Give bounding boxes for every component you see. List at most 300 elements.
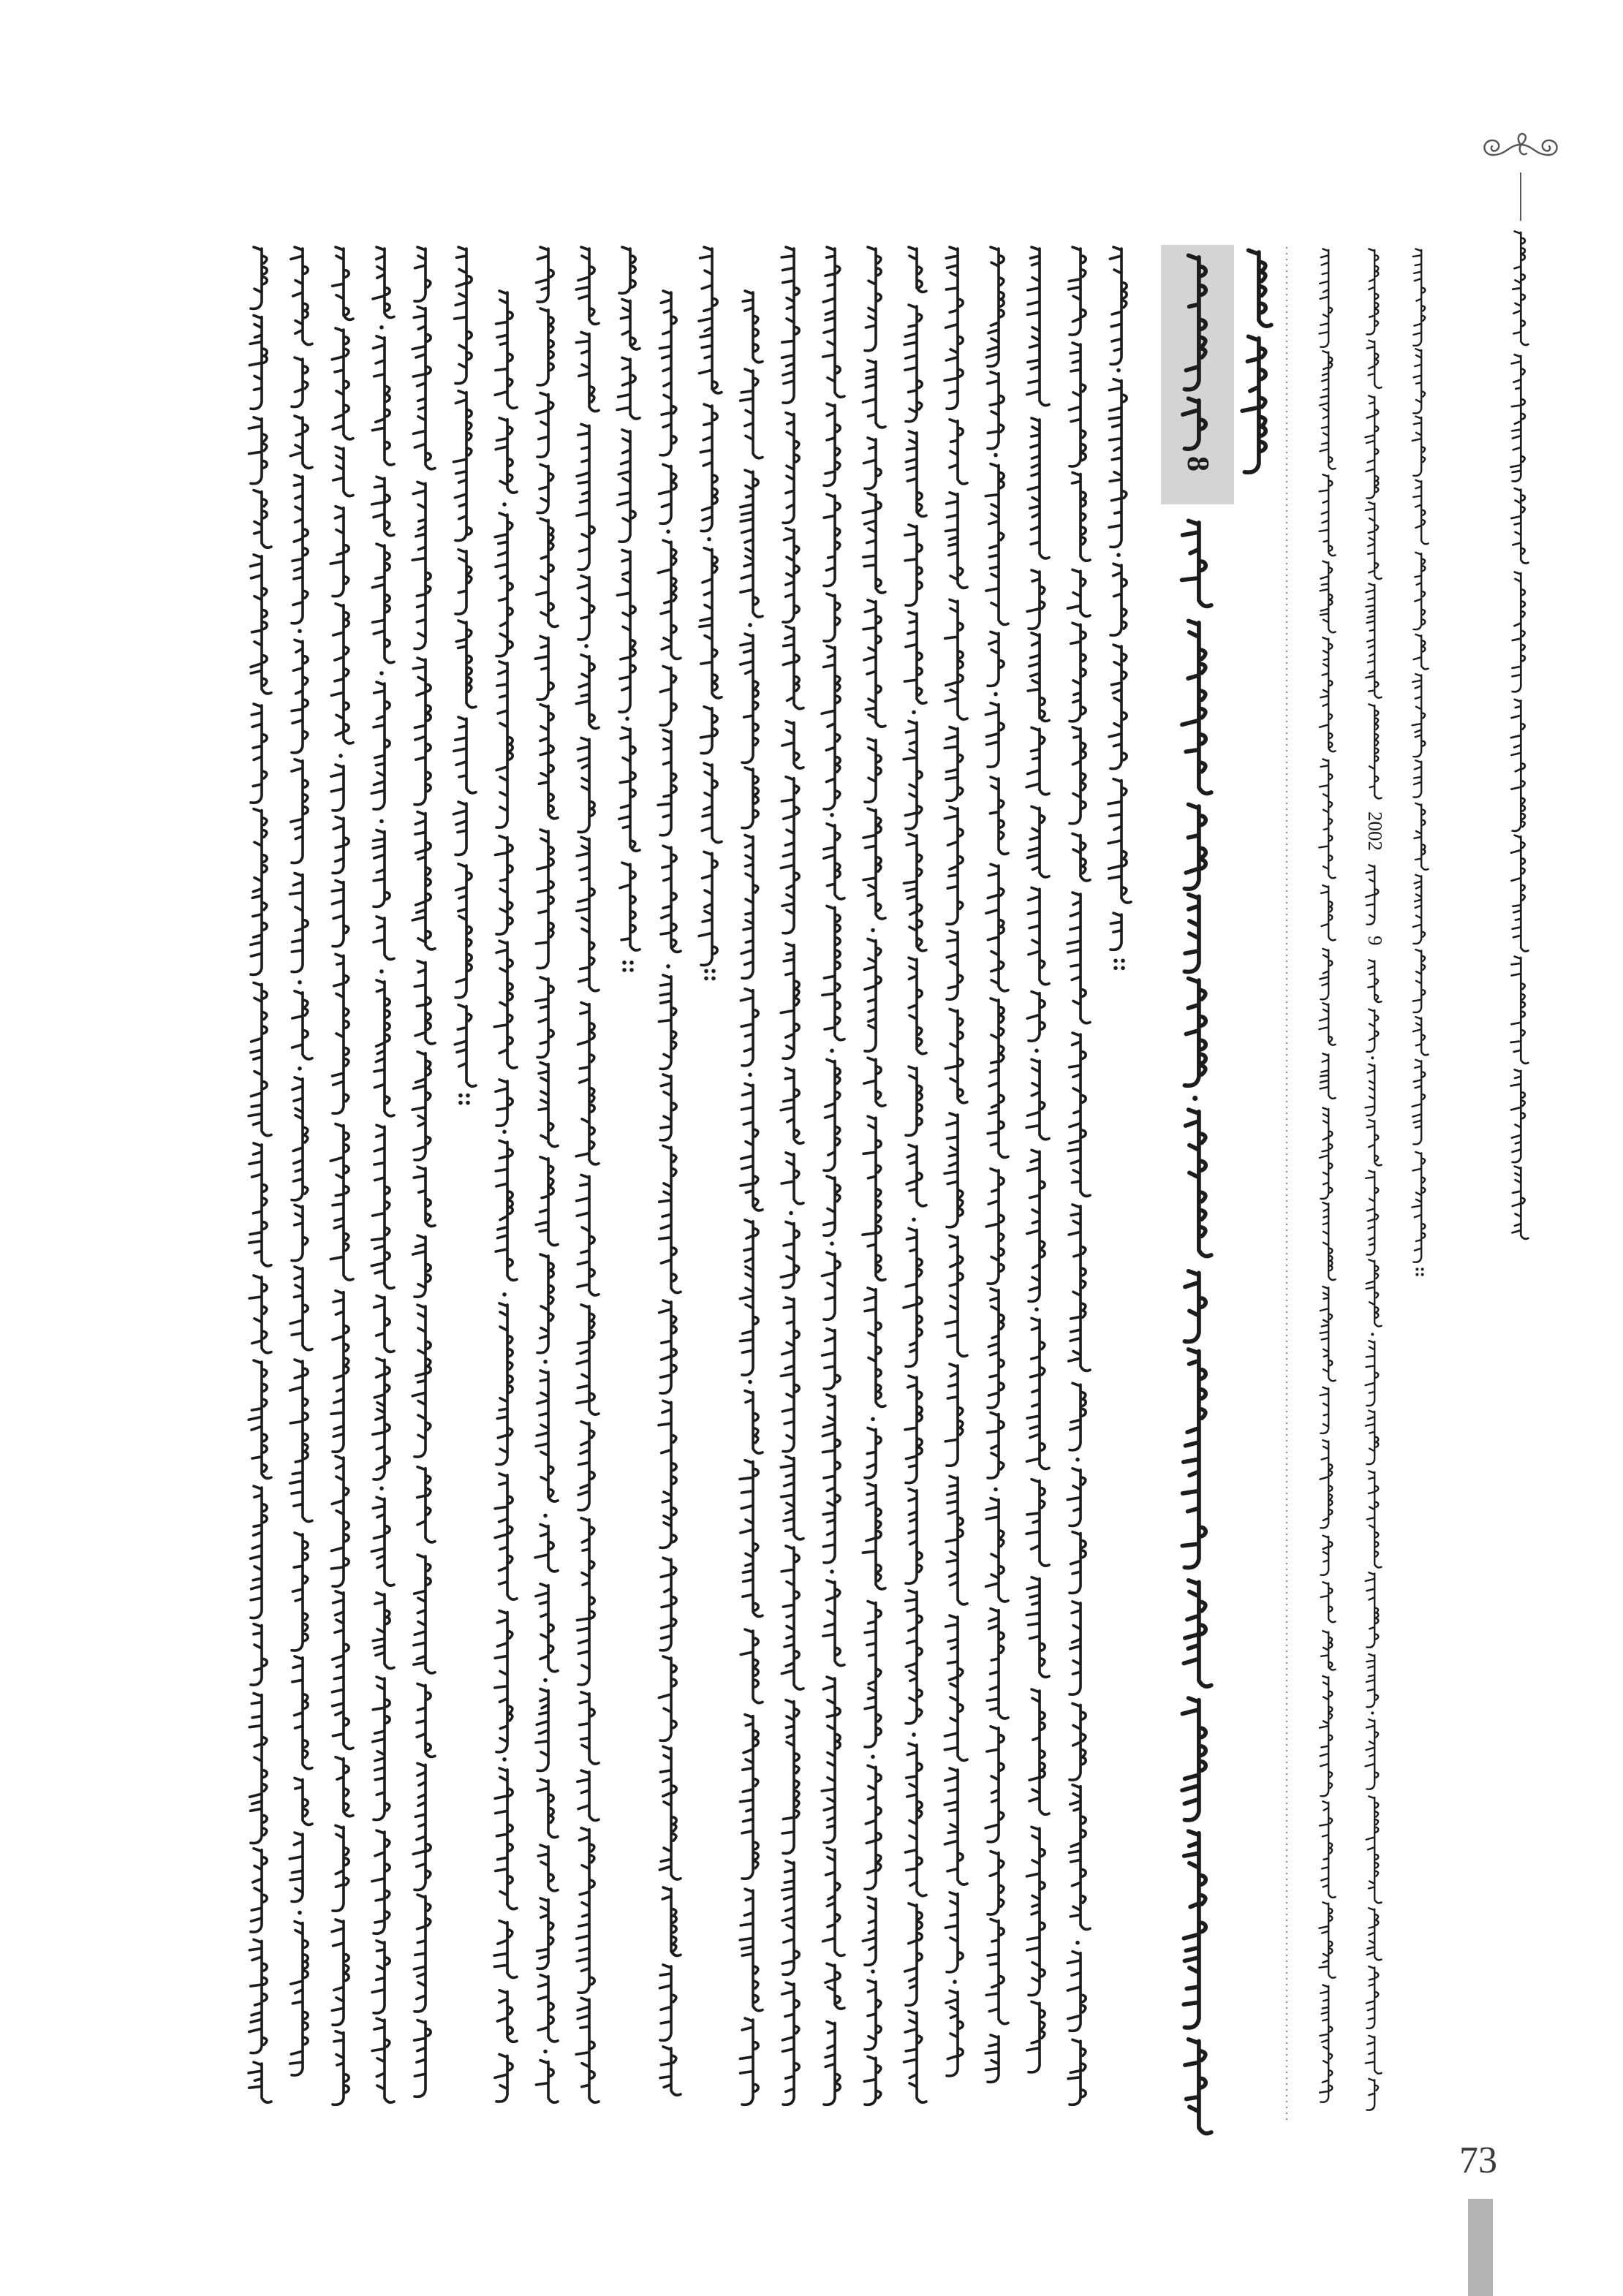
comma-mark	[1371, 1056, 1374, 1059]
script-word	[823, 247, 844, 397]
script-word	[823, 1848, 845, 1955]
script-word	[1366, 1572, 1379, 1648]
script-word	[906, 1591, 922, 1724]
script-word	[1321, 885, 1336, 940]
script-word	[250, 1486, 267, 1618]
script-word	[1323, 1202, 1335, 1280]
script-word	[985, 1727, 1004, 1842]
script-word	[417, 1467, 435, 1542]
script-word	[1070, 1602, 1081, 1694]
full-stop-mark	[711, 977, 716, 981]
script-word	[495, 513, 512, 656]
script-word	[988, 632, 1004, 686]
script-word	[863, 1116, 885, 1280]
script-word	[249, 1939, 267, 2053]
script-word	[249, 417, 267, 484]
comma-mark	[1034, 1308, 1039, 1312]
script-word	[374, 980, 394, 1116]
script-word	[291, 247, 312, 345]
script-word	[618, 430, 636, 542]
script-word	[251, 555, 272, 694]
script-word	[824, 824, 844, 899]
script-word	[1027, 1827, 1045, 1995]
note-year: 2002	[1364, 811, 1386, 851]
full-stop-mark	[466, 1101, 470, 1105]
script-word	[1184, 805, 1206, 890]
script-word	[1067, 1952, 1086, 2031]
comma-mark	[379, 325, 384, 330]
script-word	[1511, 836, 1528, 952]
script-word	[497, 1990, 517, 2042]
script-word	[905, 525, 922, 606]
script-word	[537, 1254, 553, 1353]
script-word	[658, 730, 676, 836]
script-word	[1109, 379, 1127, 548]
script-word	[946, 1476, 967, 1604]
script-word	[782, 1861, 799, 1974]
script-word	[536, 830, 553, 969]
script-word	[249, 1143, 271, 1266]
full-stop-mark	[1421, 1268, 1424, 1270]
comma-mark	[1371, 1333, 1374, 1335]
script-word	[1366, 1171, 1378, 1255]
script-word	[659, 1145, 681, 1292]
script-word	[700, 707, 717, 754]
full-stop-mark	[622, 968, 627, 972]
body-text-column	[658, 291, 681, 2095]
script-word	[1320, 1003, 1336, 1045]
script-word	[537, 1898, 553, 1969]
script-word	[331, 765, 344, 811]
script-word	[1027, 570, 1045, 629]
script-word	[946, 1990, 963, 2076]
script-word	[741, 1715, 759, 1879]
script-word	[453, 802, 466, 855]
script-word	[1242, 336, 1266, 472]
comma-mark	[1116, 553, 1121, 557]
script-word	[990, 777, 1008, 854]
script-word	[865, 1765, 881, 1889]
script-word	[660, 1965, 676, 2040]
script-word	[945, 1113, 963, 1227]
comma-mark	[1075, 1458, 1080, 1462]
script-word	[945, 1235, 967, 1356]
script-word	[822, 646, 840, 809]
script-word	[1070, 1785, 1090, 1930]
script-word	[1027, 247, 1049, 406]
script-word	[945, 807, 963, 924]
script-word	[1367, 1471, 1382, 1567]
script-word	[782, 247, 799, 403]
script-word	[371, 1125, 394, 1288]
comma-mark	[1371, 1712, 1374, 1715]
script-word	[1027, 2001, 1045, 2072]
script-word	[1184, 895, 1199, 972]
script-word	[1026, 1059, 1049, 1139]
script-word	[536, 1157, 558, 1246]
script-word	[945, 1893, 963, 1972]
script-word	[1185, 2039, 1211, 2134]
script-word	[822, 1677, 840, 1843]
script-word	[1414, 803, 1428, 870]
script-word	[1414, 634, 1429, 670]
script-word	[782, 1153, 803, 1204]
script-word	[988, 1852, 1004, 1914]
script-word	[455, 247, 472, 384]
script-word	[659, 464, 677, 523]
script-word	[824, 403, 840, 485]
script-word	[1186, 1110, 1211, 1256]
script-word	[985, 2035, 999, 2083]
script-word	[577, 424, 594, 569]
script-word	[495, 2054, 512, 2102]
script-word	[781, 944, 799, 1058]
script-word	[781, 777, 799, 933]
script-word	[371, 1497, 394, 1585]
comma-mark	[1075, 1941, 1080, 1945]
script-word	[1029, 1689, 1049, 1814]
script-word	[494, 941, 517, 1068]
script-word	[863, 360, 886, 428]
script-word	[865, 1980, 881, 2050]
script-word	[661, 846, 681, 952]
script-word	[659, 1656, 676, 1740]
script-word	[578, 1770, 599, 1820]
full-stop-mark	[1415, 1268, 1418, 1270]
script-word	[822, 1329, 841, 1390]
script-word	[617, 357, 640, 419]
body-text-column	[904, 247, 926, 2102]
script-word	[1249, 250, 1271, 326]
script-word	[782, 1546, 803, 1689]
comma-mark	[871, 1417, 875, 1422]
script-word	[1366, 1796, 1382, 1903]
script-word	[1111, 913, 1121, 950]
body-text-column	[412, 247, 435, 2096]
script-word	[578, 576, 594, 640]
body-text-column	[945, 247, 967, 2076]
script-word	[863, 1898, 876, 1966]
script-word	[372, 1941, 390, 2013]
body-text-column	[617, 247, 640, 972]
script-word	[1511, 700, 1525, 831]
script-word	[374, 1296, 394, 1352]
body-text-column	[576, 247, 599, 2102]
script-word	[332, 881, 349, 947]
script-word	[945, 1768, 967, 1884]
comma-mark	[994, 692, 998, 697]
script-word	[904, 834, 927, 951]
script-word	[742, 768, 758, 828]
script-word	[576, 655, 599, 729]
script-word	[863, 438, 881, 489]
script-word	[824, 594, 840, 641]
script-word	[577, 1518, 594, 1685]
script-word	[290, 1360, 312, 1521]
script-word	[1026, 1479, 1049, 1566]
script-word	[1182, 621, 1211, 793]
comma-mark	[379, 969, 384, 974]
script-word	[865, 247, 881, 351]
script-word	[822, 906, 844, 1039]
comma-mark	[666, 964, 670, 969]
script-word	[741, 1629, 763, 1703]
full-stop-mark	[711, 969, 716, 974]
script-word	[741, 989, 758, 1066]
page-edge-bar	[1468, 2199, 1493, 2296]
script-word	[1413, 1017, 1429, 1055]
script-word	[1366, 1259, 1382, 1326]
body-text-column	[1026, 247, 1049, 2072]
script-word	[824, 1176, 840, 1235]
script-word	[782, 1982, 800, 2104]
script-word	[945, 1615, 967, 1760]
script-word	[1320, 1387, 1329, 1433]
script-word	[864, 2056, 881, 2104]
note-number: 9	[1364, 936, 1386, 946]
comma-mark	[707, 537, 711, 542]
script-word	[1069, 1205, 1090, 1371]
script-word	[824, 494, 840, 586]
script-word	[292, 1077, 308, 1200]
body-text-column	[249, 247, 271, 2102]
script-word	[495, 291, 517, 408]
note-text-column	[1366, 249, 1382, 2110]
comma-mark	[953, 1979, 957, 1984]
script-word	[373, 1677, 390, 1819]
script-word	[945, 599, 967, 719]
script-word	[950, 420, 967, 484]
script-word	[496, 1080, 512, 1126]
script-word	[1366, 395, 1379, 498]
script-word	[822, 1252, 841, 1319]
script-word	[1367, 1120, 1382, 1165]
script-word	[456, 621, 476, 708]
script-word	[331, 1291, 349, 1452]
script-word	[414, 1167, 435, 1226]
body-text-column	[863, 247, 885, 2104]
script-word	[580, 1692, 599, 1764]
script-word	[1027, 1150, 1045, 1301]
script-word	[1413, 760, 1421, 797]
script-word	[1510, 355, 1524, 481]
script-word	[336, 1757, 353, 1816]
comma-mark	[543, 1360, 548, 1364]
script-word	[496, 662, 512, 827]
script-word	[659, 1300, 677, 1393]
script-word	[904, 612, 926, 703]
script-word	[947, 931, 963, 999]
script-word	[537, 247, 554, 302]
script-word	[578, 1422, 594, 1510]
script-word	[865, 1288, 885, 1407]
script-word	[904, 721, 922, 829]
full-stop-mark	[1113, 966, 1118, 971]
script-word	[539, 705, 558, 819]
script-word	[455, 550, 472, 614]
script-word	[1026, 1577, 1049, 1678]
script-word	[1321, 1582, 1336, 1622]
comma-mark	[502, 1292, 507, 1297]
script-word	[945, 493, 967, 588]
script-word	[865, 1602, 881, 1747]
comma-mark	[379, 671, 384, 675]
script-word	[295, 1778, 312, 1825]
full-stop-mark	[622, 961, 627, 965]
script-word	[783, 413, 799, 523]
script-word	[292, 475, 308, 624]
running-header-column	[1510, 232, 1528, 1239]
script-word	[1320, 1985, 1332, 2102]
script-word	[1182, 520, 1211, 606]
ornament-right-scroll	[1543, 140, 1557, 155]
script-word	[373, 1593, 394, 1669]
script-word	[414, 1555, 435, 1673]
script-word	[782, 721, 803, 768]
comma-mark	[338, 754, 343, 758]
script-word	[699, 247, 722, 393]
script-word	[576, 333, 599, 412]
script-word	[863, 493, 885, 593]
script-word	[413, 1235, 431, 1297]
script-word	[781, 1297, 799, 1452]
script-word	[824, 2022, 840, 2105]
script-word	[371, 682, 390, 809]
script-word	[576, 1003, 599, 1164]
ornament-left-scroll	[1484, 140, 1499, 155]
comma-mark	[1192, 1096, 1198, 1101]
script-word	[1366, 1966, 1378, 2028]
script-word	[863, 600, 885, 727]
page-number: 73	[1459, 2140, 1497, 2181]
script-word	[906, 1489, 922, 1583]
script-word	[986, 1499, 1008, 1602]
script-word	[660, 1558, 676, 1651]
script-word	[292, 1205, 308, 1260]
script-word	[333, 2031, 349, 2105]
script-word	[1366, 1411, 1378, 1465]
script-word	[1109, 645, 1127, 769]
script-word	[700, 404, 717, 531]
script-word	[1320, 1902, 1336, 1977]
script-word	[1413, 950, 1426, 1012]
script-word	[332, 1920, 349, 2025]
script-word	[985, 464, 1008, 625]
script-word	[1184, 1831, 1206, 2028]
script-word	[417, 1683, 435, 1757]
script-word	[660, 666, 676, 725]
script-word	[251, 1624, 267, 1685]
script-word	[496, 418, 517, 493]
script-word	[1028, 633, 1049, 721]
script-word	[373, 247, 394, 317]
script-word	[945, 727, 963, 801]
script-word	[864, 939, 881, 1052]
script-word	[1182, 1349, 1206, 1568]
script-word	[495, 1611, 512, 1752]
script-word	[455, 1005, 476, 1087]
script-word	[372, 1830, 390, 1933]
script-word	[1184, 1580, 1211, 1686]
script-word	[1413, 249, 1426, 346]
script-word	[741, 470, 763, 617]
script-word	[1412, 417, 1425, 476]
comma-mark	[748, 1073, 752, 1077]
script-word	[1511, 488, 1528, 564]
script-word	[905, 1743, 926, 1896]
comma-mark	[871, 928, 875, 933]
script-word	[825, 1963, 844, 2009]
section-number: 8	[1181, 456, 1214, 471]
script-word	[659, 1401, 676, 1547]
script-word	[333, 1825, 349, 1911]
script-word	[576, 247, 599, 324]
script-word	[496, 836, 513, 935]
script-word	[1369, 704, 1381, 798]
body-text-column	[781, 247, 803, 2104]
script-word	[290, 874, 309, 972]
script-word	[1320, 1108, 1332, 1200]
script-word	[1320, 1536, 1332, 1575]
comma-mark	[912, 711, 916, 715]
script-word	[1069, 247, 1086, 335]
script-word	[537, 518, 558, 626]
script-word	[537, 308, 553, 385]
script-word	[249, 2062, 271, 2102]
script-word	[1366, 1719, 1379, 1789]
script-word	[909, 247, 926, 292]
script-word	[1367, 341, 1382, 388]
script-word	[905, 1376, 922, 1483]
script-word	[988, 999, 1008, 1158]
script-word	[863, 1484, 885, 1589]
comma-mark	[502, 1130, 507, 1134]
script-word	[1413, 553, 1425, 629]
script-word	[659, 291, 676, 455]
script-word	[906, 1066, 922, 1135]
script-word	[781, 1222, 799, 1288]
script-word	[1319, 759, 1335, 879]
script-word	[1027, 806, 1049, 877]
script-word	[372, 2018, 394, 2102]
script-word	[1513, 232, 1528, 345]
script-word	[782, 1700, 799, 1854]
comma-mark	[666, 529, 670, 534]
script-word	[372, 477, 394, 536]
full-stop-mark	[1121, 966, 1125, 971]
script-word	[412, 1052, 431, 1160]
script-word	[1320, 637, 1336, 751]
script-word	[495, 1768, 517, 1909]
script-word	[741, 634, 759, 762]
body-text-column	[740, 291, 763, 2104]
script-word	[537, 464, 553, 512]
script-word	[413, 1763, 431, 1890]
script-word	[986, 864, 1008, 991]
mongolian-script-text	[249, 232, 1528, 2134]
comma-mark	[871, 1755, 875, 1759]
full-stop-mark	[704, 969, 708, 974]
comma-mark	[994, 1488, 998, 1492]
body-text-column	[371, 247, 394, 2102]
body-text-column	[1067, 247, 1090, 2104]
script-word	[1320, 1053, 1336, 1099]
script-word	[539, 1063, 558, 1147]
body-text-column	[453, 247, 476, 1105]
body-text-column	[535, 247, 558, 2102]
comma-mark	[830, 1049, 834, 1053]
script-word	[1111, 564, 1127, 635]
